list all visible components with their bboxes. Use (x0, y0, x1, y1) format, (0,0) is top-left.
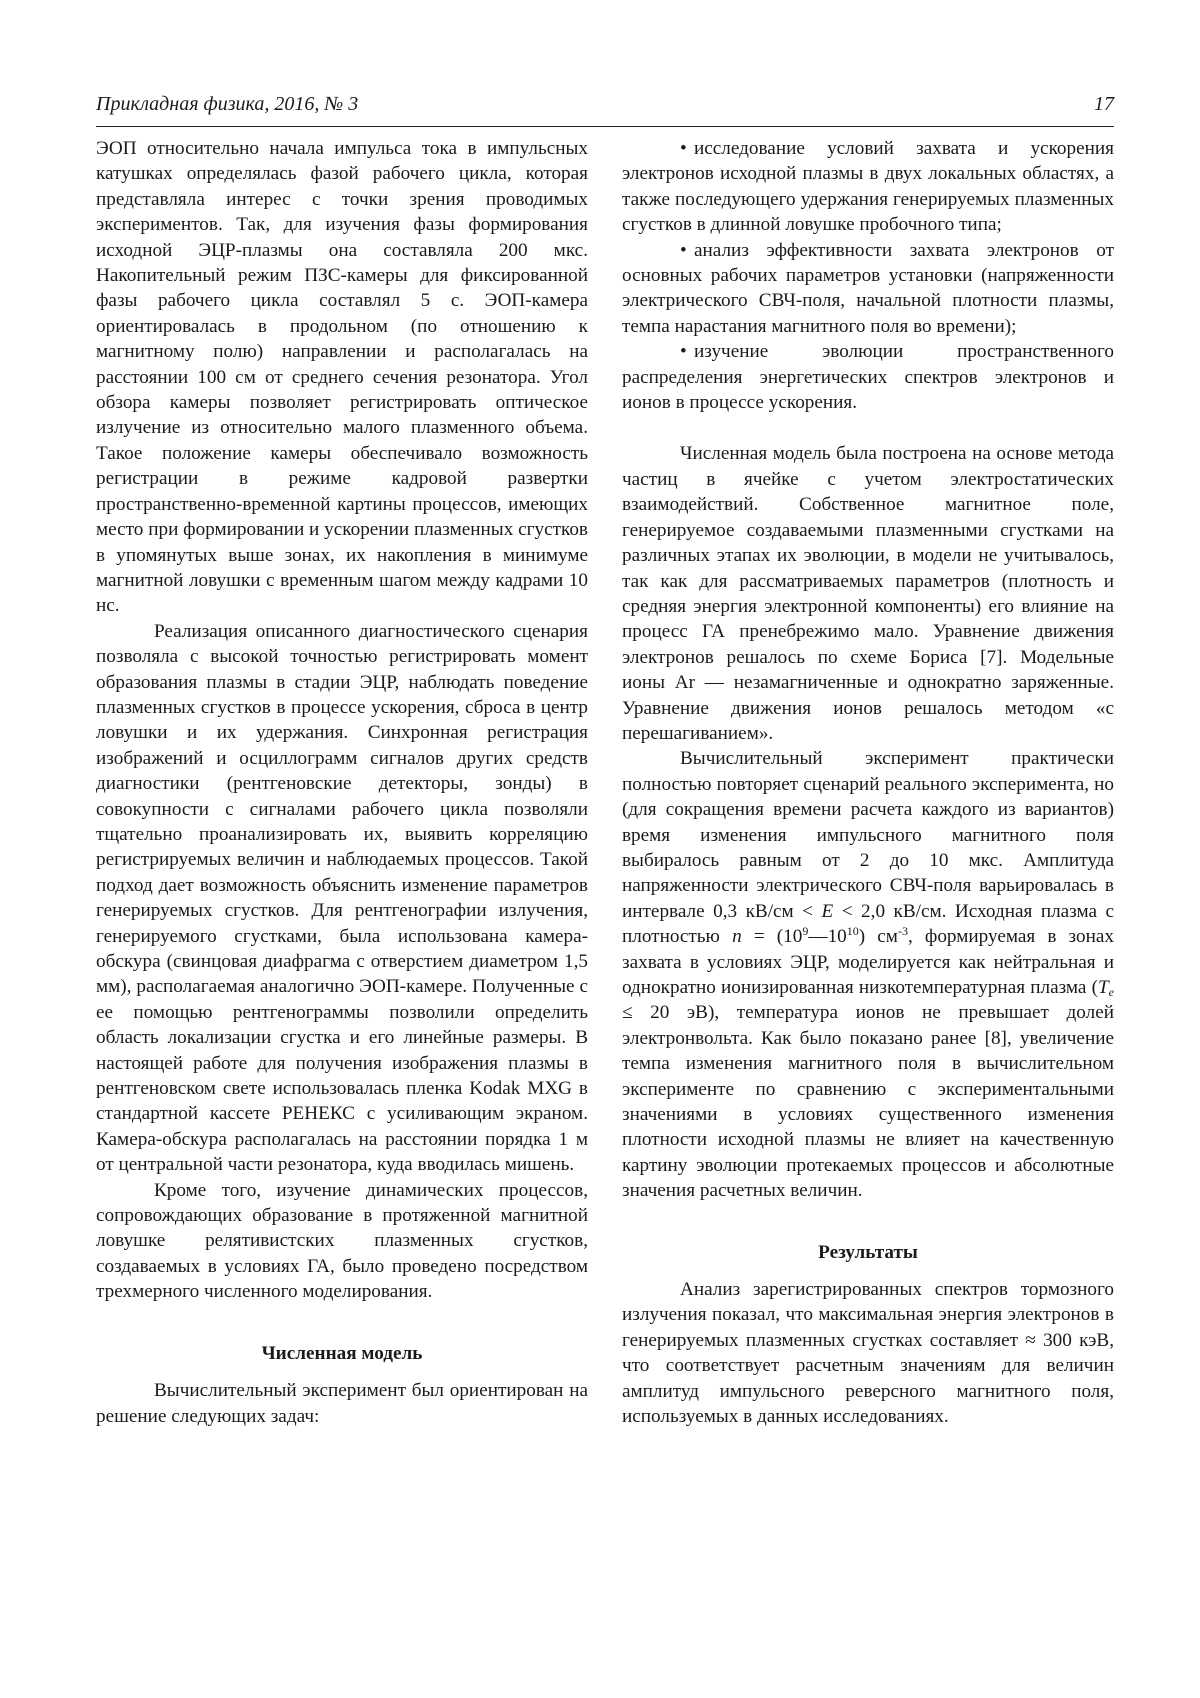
bullet-text: изучение эволюции пространственного распределения энергетических спектров электронов и ионов в процессе ускорения. (622, 341, 1114, 414)
journal-title: Прикладная физика, 2016, № 3 (96, 93, 359, 115)
paragraph: Численная модель была построена на основе метода частиц в ячейке с учетом электростатических взаимодействий. Собственное магнитное поле, генерируемое создаваемыми плазменными сгустками на различных этапах их эволюции, в модели не учитывалось, так как для рассматриваемых параметров (плотность и средняя энергия электронной компоненты) его влияние на процесс ГА пренебрежимо мало. Уравнение движения электронов решалось по схеме Бориса [7]. Модельные ионы Ar — незамагниченные и однократно заряженные. Уравнение движения ионов решалось методом «с перешагиванием». (622, 443, 1114, 744)
bullet-item (622, 339, 1114, 415)
spacer (96, 1366, 588, 1378)
spacer (622, 1265, 1114, 1277)
paragraph: Кроме того, изучение динамических процессов, сопровождающих образование в протяженной магнитной ловушке релятивистских плазменных сгустков, создаваемых в условиях ГА, было проведено посредством трехмерного численного моделирования. (96, 1179, 588, 1303)
header-rule (96, 126, 1114, 127)
bullet-item (622, 136, 1114, 238)
paragraph-with-formulas: Вычислительный эксперимент практически полностью повторяет сценарий реального эксперимента, но (для сокращения времени расчета каждого из вариантов) время изменения импульсного магнитного поля выбиралось равным от 2 до 10 мкс. Амплитуда напряженности электрического СВЧ-поля варьировалась в интервале 0,3 кВ/см < E < 2,0 кВ/см. Исходная плазма с плотностью $n = (10^9—10^{10})$ $см^{-3}$, формируемая в зонах захвата в условиях ЭЦР, моделируется как нейтральная и однократно ионизированная низкотемпературная плазма ($T_e \le 20$ эВ), температура ионов не превышает долей электронвольта. Как было показано ранее [8], увеличение темпа изменения магнитного поля в вычислительном эксперименте по сравнению с экспериментальными значениями в условиях существенного изменения плотности исходной плазмы не влияет на качественную картину эволюции протекаемых процессов и абсолютные значения расчетных величин. (622, 748, 1115, 1202)
paragraph: Вычислительный эксперимент был ориентирован на решение следующих задач: (96, 1380, 588, 1427)
bullet-icon: • (680, 239, 687, 261)
bullet-item (622, 238, 1114, 340)
spacer (96, 1305, 588, 1341)
paragraph: Анализ зарегистрированных спектров тормозного излучения показал, что максимальная энергия электронов в генерируемых плазменных сгустках составляет ≈ 300 кэВ, что соответствует расчетным значениям для величин амплитуд импульсного реверсного магнитного поля, используемых в данных исследованиях. (622, 1279, 1114, 1428)
spacer (622, 415, 1114, 441)
bullet-text: анализ эффективности захвата электронов от основных рабочих параметров установки (напряженности электрического СВЧ-поля, начальной плотности плазмы, темпа нарастания магнитного поля во времени); (622, 239, 1114, 337)
section-heading-numerical-model: Численная модель (261, 1342, 423, 1364)
paragraph: ЭОП относительно начала импульса тока в импульсных катушках определялась фазой рабочего цикла, которая представляла интерес с точки зрения проводимых экспериментов. Так, для изучения фазы формирования исходной ЭЦР-плазмы она составляла 200 мкс. Накопительный режим ПЗС-камеры для фиксированной фазы рабочего цикла составлял 5 с. ЭОП-камера ориентировалась в продольном (по отношению к магнитному полю) направлении и располагалась на расстоянии 100 см от среднего сечения резонатора. Угол обзора камеры позволяет регистрировать оптическое излучение из относительно малого плазменного объема. Такое положение камеры обеспечивало возможность регистрации в режиме кадровой развертки пространственно-временной картины процессов, имеющих место при формировании и ускорении плазменных сгустков в упомянутых выше зонах, их накопления в минимуме магнитной ловушки с временным шагом между кадрами 10 нс. (96, 138, 588, 617)
spacer (622, 1204, 1114, 1240)
section-heading-results: Результаты (818, 1241, 918, 1263)
paragraph: Реализация описанного диагностического сценария позволяла с высокой точностью регистрировать момент образования плазмы в стадии ЭЦР, наблюдать поведение плазменных сгустков в процессе ускорения, сброса в центр ловушки и их удержания. Синхронная регистрация изображений и осциллограмм сигналов других средств диагностики (рентгеновские детекторы, зонды) в совокупности с сигналами рабочего цикла позволяли тщательно проанализировать их, выявить корреляцию регистрируемых величин и наблюдаемых процессов. Такой подход дает возможность объяснить изменение параметров генерируемых сгустков. Для рентгенографии излучения, генерируемого сгустками, была использована камера-обскура (свинцовая диафрагма с отверстием диаметром 1,5 мм), располагаемая аналогично ЭОП-камере. Полученные с ее помощью рентгенограммы позволили определить область локализации сгустка и его линейные размеры. В настоящей работе для получения изображения плазмы в рентгеновском свете использовалась пленка Kodak MXG в стандартной кассете РЕНЕКС с усиливающим экраном. Камера-обскура располагалась на расстоянии порядка 1 м от центральной части резонатора, куда вводилась мишень. (96, 620, 588, 1176)
left-column (96, 136, 588, 1429)
bullet-text: исследование условий захвата и ускорения электронов исходной плазмы в двух локальных областях, а также последующего удержания генерируемых плазменных сгустков в длинной ловушке пробочного типа; (622, 138, 1114, 236)
bullet-icon: • (680, 138, 687, 159)
page-number: 17 (1094, 93, 1114, 115)
right-column (622, 136, 1114, 1430)
bullet-icon: • (680, 341, 687, 363)
